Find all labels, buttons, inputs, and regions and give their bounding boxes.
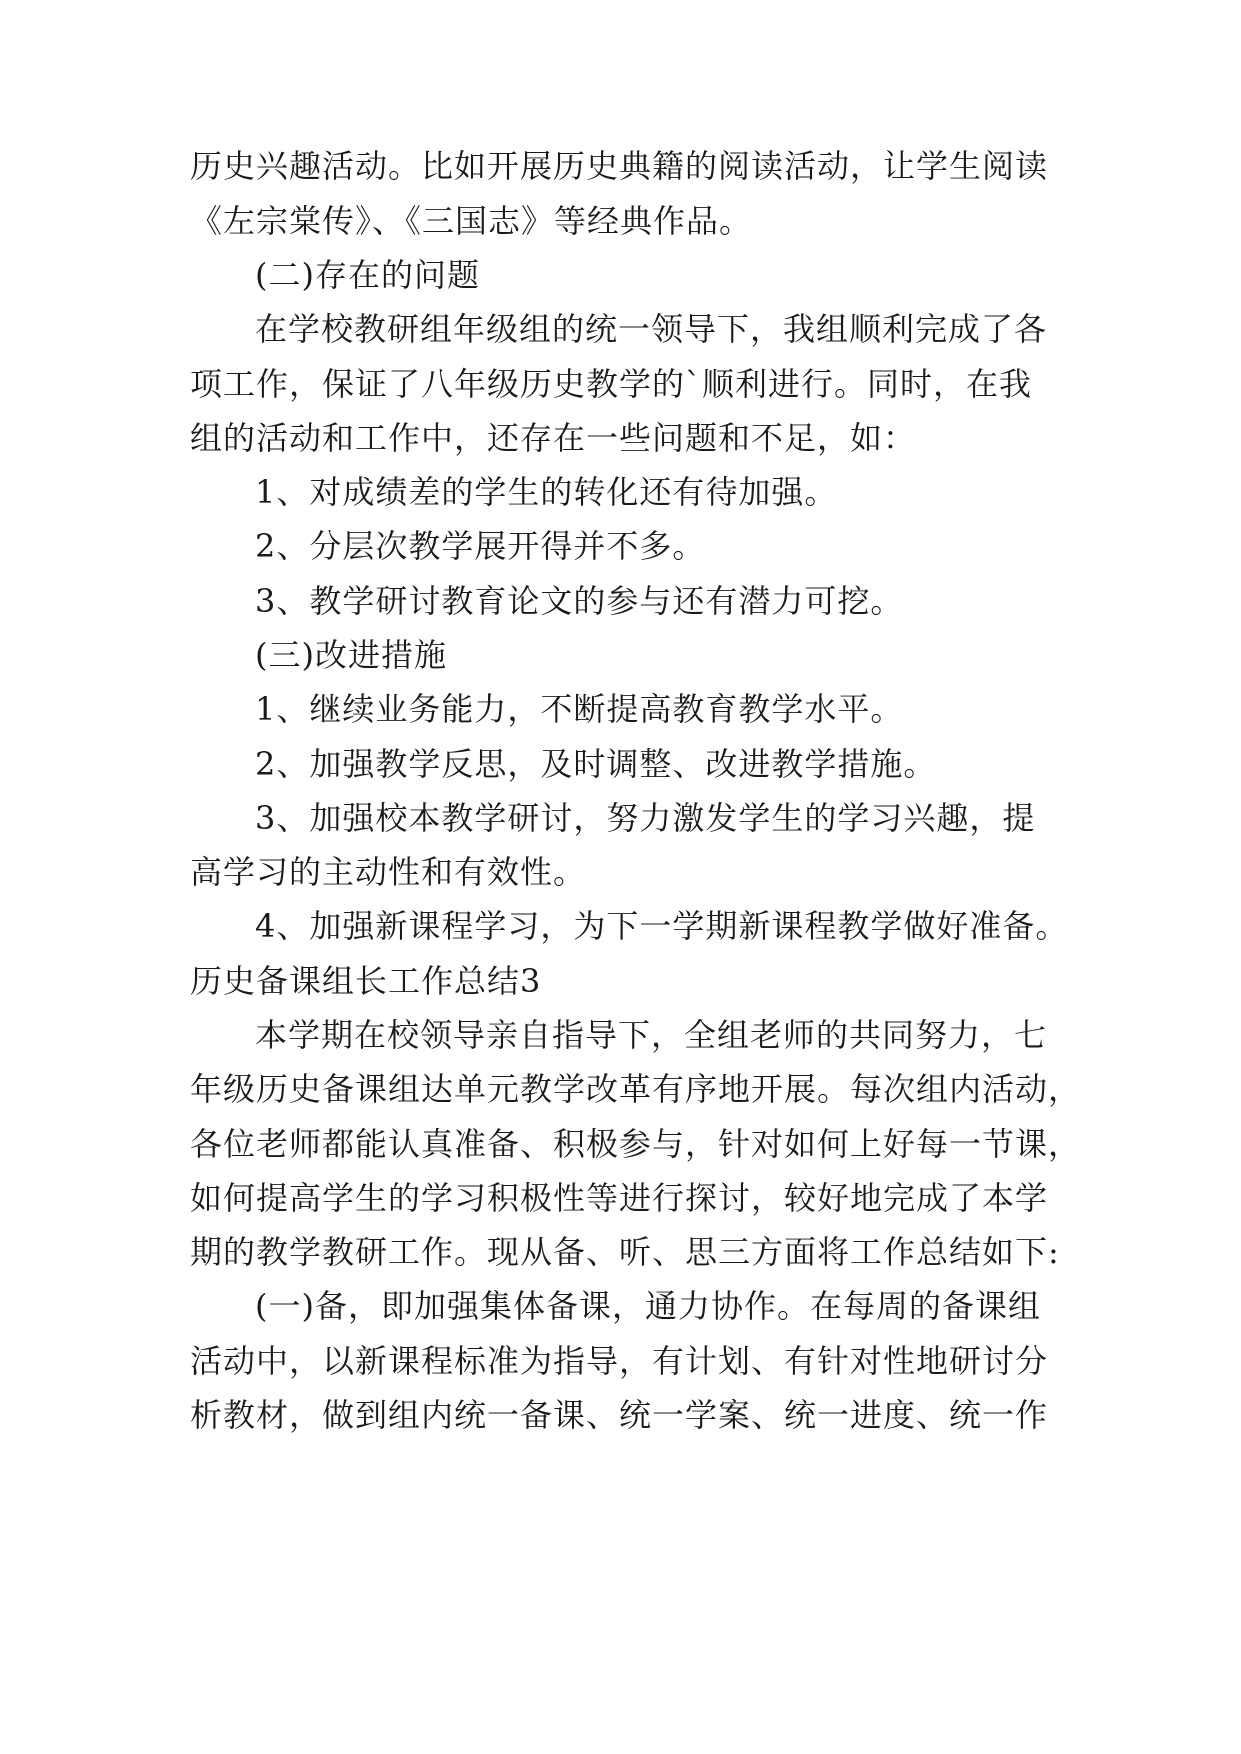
text-line: 年级历史备课组达单元教学改革有序地开展。每次组内活动，	[190, 1070, 1082, 1108]
section-heading: (二)存在的问题	[255, 256, 480, 294]
section-heading: (三)改进措施	[255, 636, 447, 674]
list-item: 2、加强教学反思，及时调整、改进教学措施。	[255, 745, 937, 783]
list-item: 2、分层次教学展开得并不多。	[255, 527, 706, 565]
text-line: 如何提高学生的学习积极性等进行探讨，较好地完成了本学	[190, 1179, 1049, 1217]
list-item: 3、教学研讨教育论文的参与还有潜力可挖。	[255, 582, 904, 620]
text-line: 本学期在校领导亲自指导下，全组老师的共同努力，七	[255, 1016, 1048, 1054]
text-line: 高学习的主动性和有效性。	[190, 853, 587, 891]
list-item: 1、对成绩差的学生的转化还有待加强。	[255, 473, 838, 511]
text-line: 组的活动和工作中，还存在一些问题和不足，如：	[190, 419, 917, 457]
text-line: 析教材，做到组内统一备课、统一学案、统一进度、统一作	[190, 1396, 1049, 1434]
list-item: 1、继续业务能力，不断提高教育教学水平。	[255, 690, 904, 728]
text-line: 《左宗棠传》、《三国志》等经典作品。	[190, 202, 753, 240]
list-item: 3、加强校本教学研讨，努力激发学生的学习兴趣，提	[255, 799, 1036, 837]
text-line: 在学校教研组年级组的统一领导下，我组顺利完成了各	[255, 310, 1048, 348]
text-line: (一)备，即加强集体备课，通力协作。在每周的备课组	[255, 1287, 1041, 1325]
text-line: 历史兴趣活动。比如开展历史典籍的阅读活动，让学生阅读	[190, 147, 1049, 185]
text-line: 活动中，以新课程标准为指导，有计划、有针对性地研讨分	[190, 1342, 1049, 1380]
list-item: 4、加强新课程学习，为下一学期新课程教学做好准备。	[255, 907, 1069, 945]
text-line: 各位老师都能认真准备、积极参与，针对如何上好每一节课，	[190, 1125, 1082, 1163]
text-line: 项工作，保证了八年级历史教学的`顺利进行。同时，在我	[190, 365, 1033, 403]
document-title: 历史备课组长工作总结3	[190, 962, 542, 1000]
text-line: 期的教学教研工作。现从备、听、思三方面将工作总结如下:	[190, 1233, 1060, 1271]
